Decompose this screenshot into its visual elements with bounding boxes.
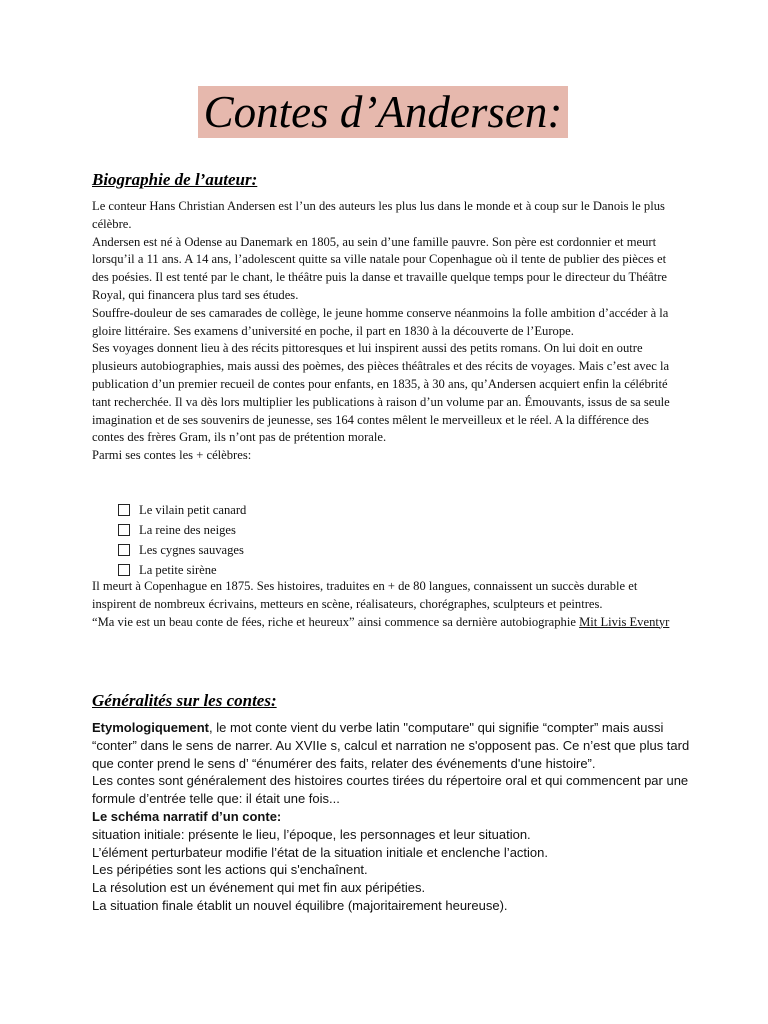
bio-heading: Biographie de l’auteur: — [92, 170, 258, 189]
list-item: Le vilain petit canard — [118, 500, 246, 520]
schema-line: L’élément perturbateur modifie l’état de la situation initiale et enclenche l’action. — [92, 844, 548, 860]
page-title: Contes d’Andersen: — [198, 86, 568, 138]
schema-line: La résolution est un événement qui met fin aux péripéties. — [92, 880, 426, 896]
schema-heading: Le schéma narratif d’un conte: — [92, 808, 282, 824]
list-item: Les cygnes sauvages — [118, 540, 246, 560]
general-heading: Généralités sur les contes: — [92, 691, 277, 710]
bio-paragraph: Andersen est né à Odense au Danemark en 1805, au sein d’une famille pauvre. Son père est cordonnier et meurt lorsqu’il a 11 ans. A 14 ans, l’adolescent quitte sa ville natale pour Copenhague où il tente de publier des pièces et des poésies. Il est tenté par le chant, le théâtre puis la danse et travaille quelque temps pour le directeur du Théâtre Royal, qui financera plus tard ses études. — [92, 234, 668, 302]
checkbox-icon — [118, 564, 130, 576]
general-text — [92, 719, 692, 915]
list-item: La petite sirène — [118, 560, 246, 580]
schema-line: situation initiale: présente le lieu, l’époque, les personnages et leur situation. — [92, 826, 531, 842]
checkbox-icon — [118, 524, 130, 536]
checkbox-icon — [118, 544, 130, 556]
quote-paragraph: “Ma vie est un beau conte de fées, riche et heureux” ainsi commence sa dernière autobiographie Mit Livis Eventyr — [92, 614, 670, 629]
bio-text — [92, 198, 682, 465]
checkbox-icon — [118, 504, 130, 516]
schema-line: Les péripéties sont les actions qui s'enchaînent. — [92, 862, 368, 878]
etymology-paragraph: Etymologiquement, le mot conte vient du verbe latin "computare" qui signifie “compter” mais aussi “conter” dans le sens de narrer. Au XVIIe s, calcul et narration ne s'opposent pas. Ce n’est que plus tard que conter prend le sens d’ “énumérer des faits, relater des événements d'une histoire”. — [92, 720, 690, 771]
bio-paragraph: Ses voyages donnent lieu à des récits pittoresques et lui inspirent aussi des petits romans. On lui doit en outre plusieurs autobiographies, mais aussi des poèmes, des pièces théâtrales et des récits de voyages. Mais c’est avec la publication d’un premier recueil de contes pour enfants, en 1835, à 30 ans, qu’Andersen acquiert enfin la célébrité tant recherchée. Il va dès lors multiplier les publications à raison d’un volume par an. Émouvants, issus de sa seule imagination et de ses souvenirs de jeunesse, ses 164 contes mêlent le merveilleux et le réel. A la différence des contes des frères Gram, ils n’ont pas de prétention morale. — [92, 341, 670, 445]
bio-paragraph: Le conteur Hans Christian Andersen est l’un des auteurs les plus lus dans le monde et à coup sur le Danois le plus célèbre. — [92, 199, 665, 231]
list-item: La reine des neiges — [118, 520, 246, 540]
list-intro: Parmi ses contes les + célèbres: — [92, 448, 252, 463]
book-title-link[interactable]: Mit Livis Eventyr — [579, 614, 670, 629]
bio-closing — [92, 578, 682, 631]
general-paragraph: Les contes sont généralement des histoires courtes tirées du répertoire oral et qui commencent par une formule d’entrée telle que: il était une fois... — [92, 773, 689, 807]
schema-line: La situation finale établit un nouvel équilibre (majoritairement heureuse). — [92, 897, 508, 913]
bio-paragraph: Il meurt à Copenhague en 1875. Ses histoires, traduites en + de 80 langues, connaissent un succès durable et inspirent de nombreux écrivains, metteurs en scène, réalisateurs, chorégraphes, sculpteurs et peintres. — [92, 579, 638, 611]
tales-list — [118, 500, 246, 580]
bio-paragraph: Souffre-douleur de ses camarades de collège, le jeune homme conserve néanmoins la folle ambition d’accéder à la gloire littéraire. Ses examens d’université en poche, il part en 1830 à la découverte de l’Europe. — [92, 305, 669, 338]
